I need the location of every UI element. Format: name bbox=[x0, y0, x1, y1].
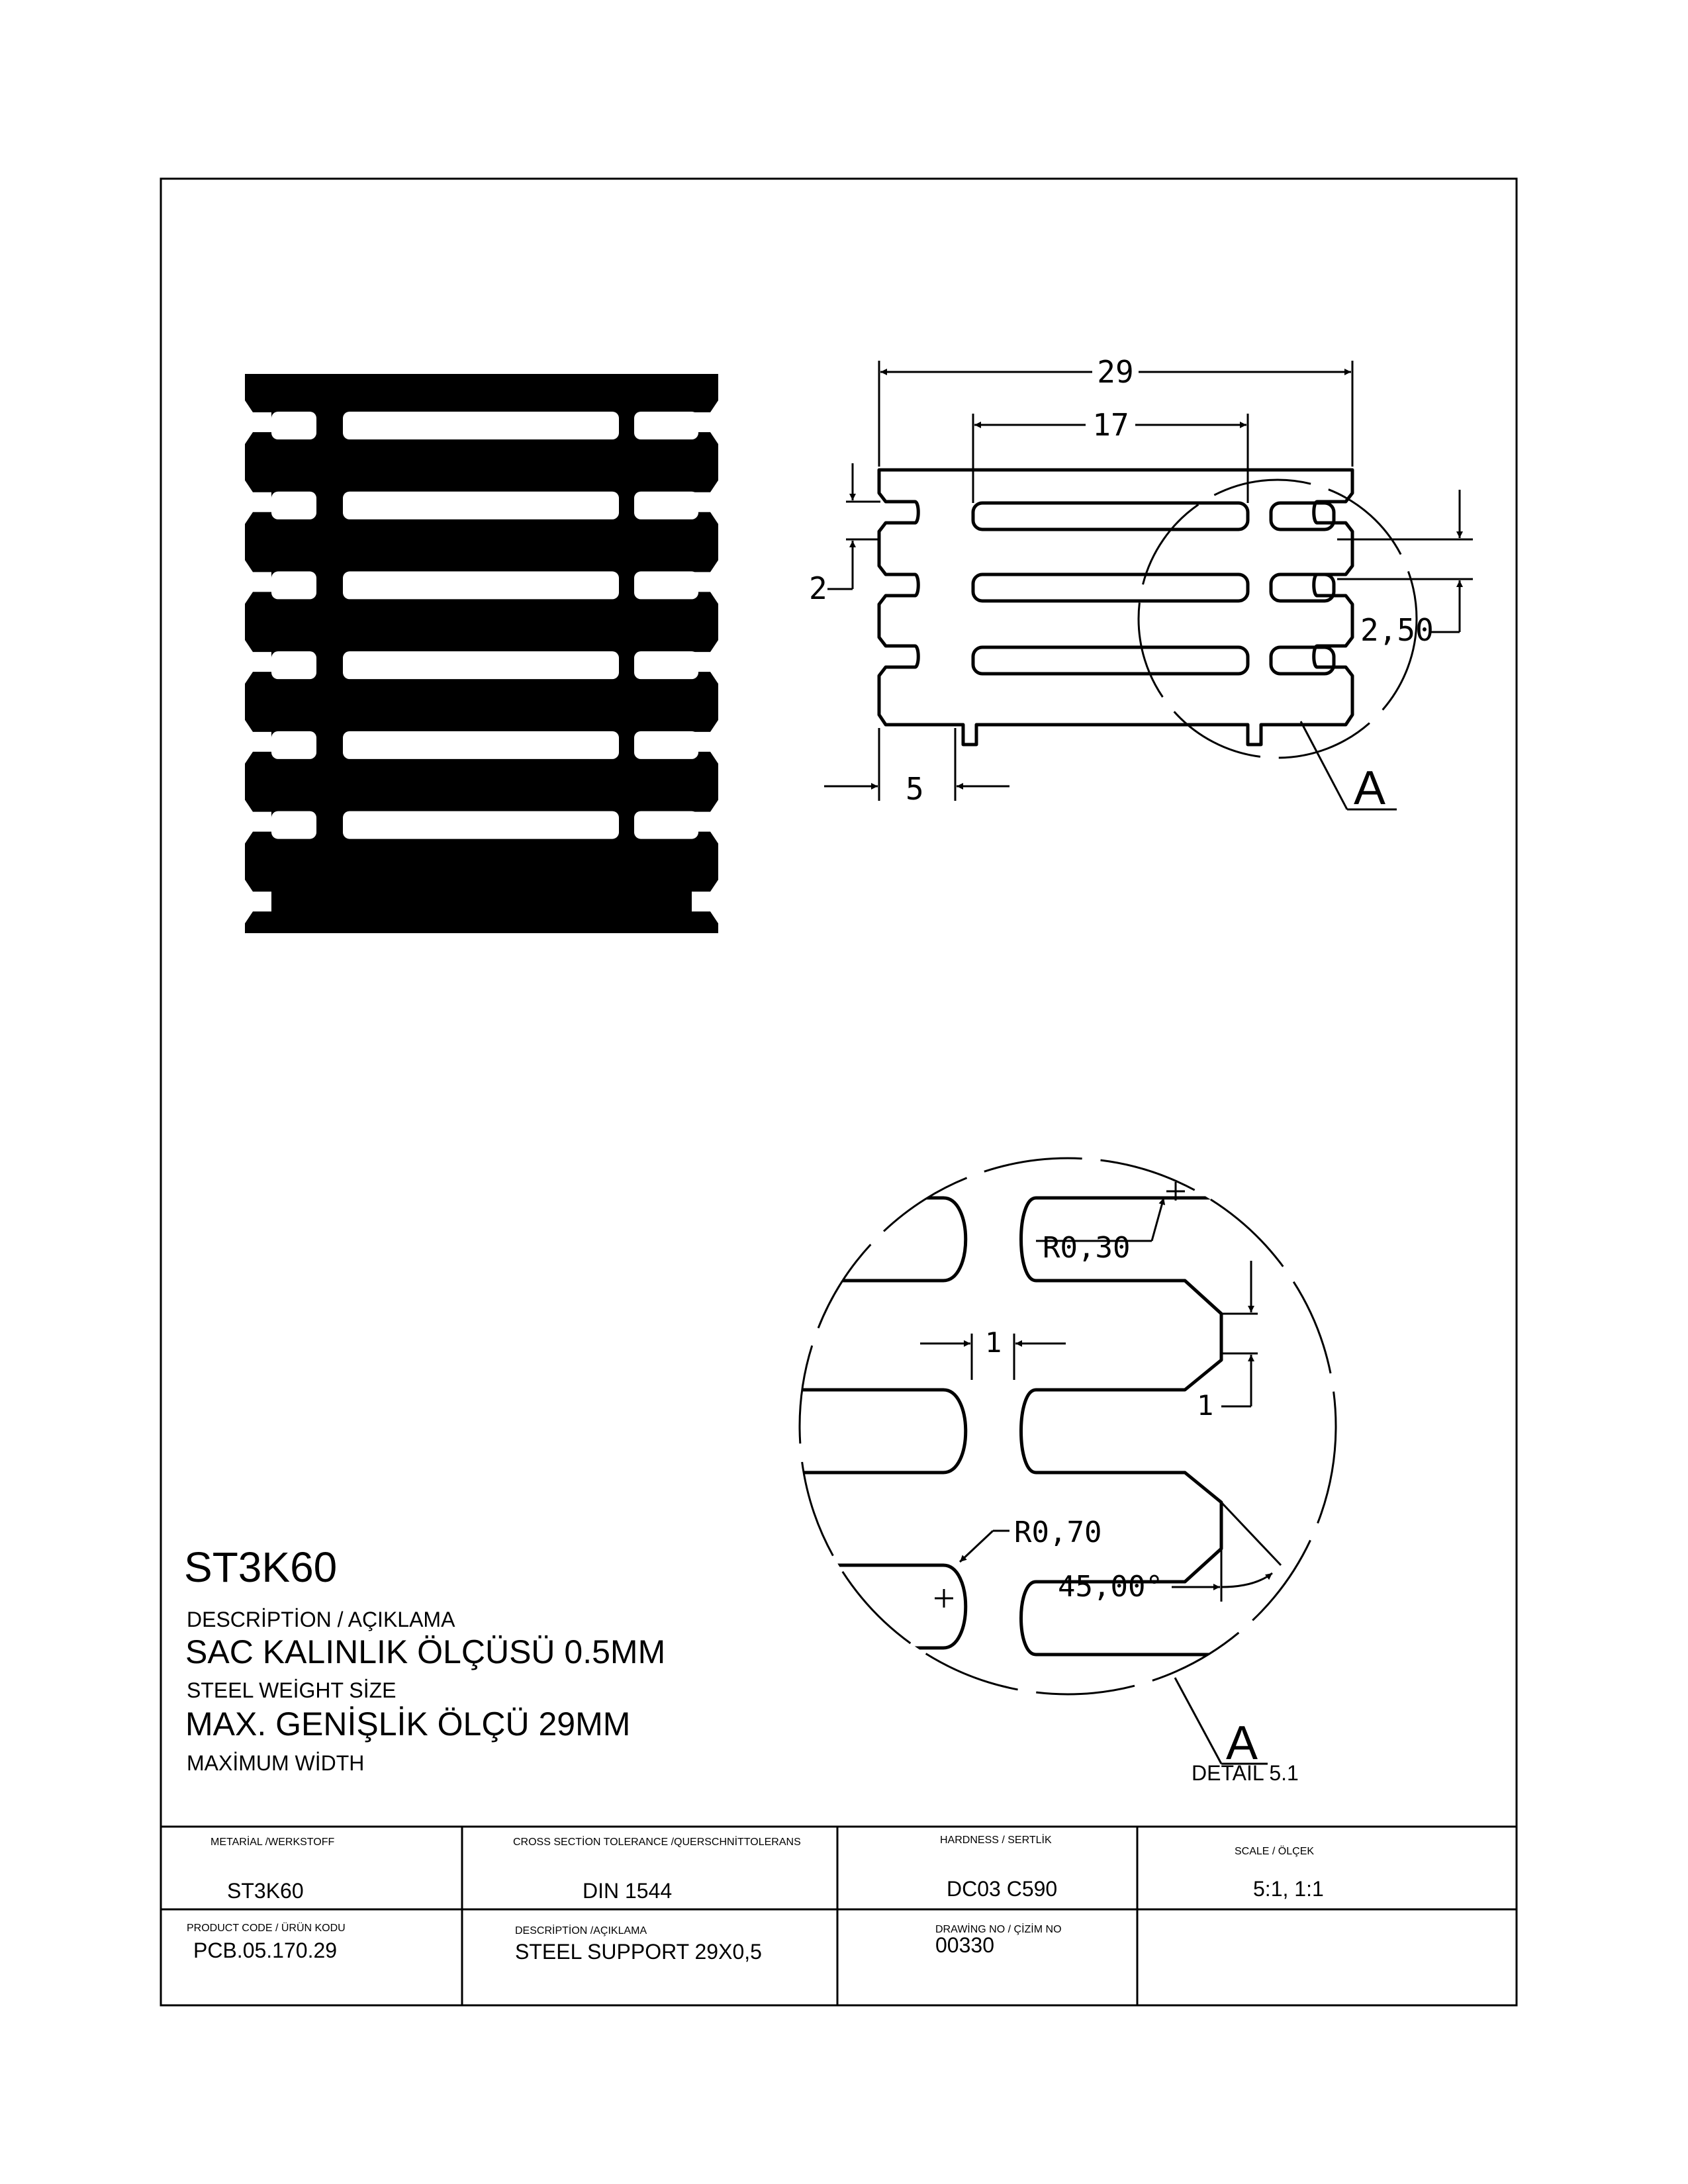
outline-slot bbox=[973, 503, 1248, 529]
solid-slot bbox=[271, 651, 316, 679]
product-code-value: PCB.05.170.29 bbox=[193, 1938, 338, 1962]
solid-slot bbox=[343, 651, 619, 679]
solid-slot bbox=[271, 492, 316, 520]
solid-slot bbox=[343, 571, 619, 599]
solid-slot bbox=[343, 412, 619, 439]
solid-slot bbox=[634, 571, 698, 599]
solid-view bbox=[245, 374, 718, 933]
dim-edge-label: 5 bbox=[906, 771, 924, 807]
solid-slot bbox=[271, 571, 316, 599]
solid-slot bbox=[634, 412, 698, 439]
drawing-no-value: 00330 bbox=[935, 1933, 994, 1957]
outline-slot bbox=[973, 647, 1248, 674]
solid-slot bbox=[634, 651, 698, 679]
solid-slot bbox=[343, 731, 619, 759]
outline-slot bbox=[1271, 647, 1334, 674]
hardness-value: DC03 C590 bbox=[947, 1877, 1058, 1901]
solid-slot bbox=[634, 731, 698, 759]
detail-callout-leader bbox=[1175, 1678, 1221, 1764]
solid-slot bbox=[634, 492, 698, 520]
dim-overall-width-label: 29 bbox=[1097, 354, 1134, 390]
detail-angle-label: 45,00° bbox=[1058, 1570, 1163, 1604]
detail-gap-label: 1 bbox=[985, 1326, 1002, 1359]
solid-slot bbox=[343, 492, 619, 520]
thickness-text: SAC KALINLIK ÖLÇÜSÜ 0.5MM bbox=[185, 1633, 666, 1670]
detail-marker-label: A bbox=[1354, 762, 1386, 815]
detail-radius-large-label: R0,70 bbox=[1014, 1516, 1102, 1549]
solid-slot bbox=[271, 811, 316, 839]
detail-view bbox=[794, 1158, 1350, 1785]
detail-slot-left bbox=[794, 1565, 966, 1648]
outline-slot bbox=[1271, 503, 1334, 529]
solid-slot bbox=[634, 811, 698, 839]
tolerance-label: CROSS SECTİON TOLERANCE /QUERSCHNİTTOLERANS bbox=[513, 1837, 801, 1848]
detail-caption: DETAIL 5.1 bbox=[1192, 1761, 1299, 1785]
dim-pitch bbox=[1337, 490, 1473, 632]
dim-tooth-label: 2 bbox=[809, 570, 827, 606]
solid-slot bbox=[271, 731, 316, 759]
detail-leader bbox=[1301, 721, 1347, 809]
scale-value: 5:1, 1:1 bbox=[1253, 1877, 1324, 1901]
solid-slot bbox=[271, 412, 316, 439]
detail-radius-small-label: R0,30 bbox=[1043, 1231, 1131, 1265]
detail-chamfer-label: 1 bbox=[1197, 1389, 1214, 1422]
part-name: ST3K60 bbox=[184, 1543, 338, 1591]
outline-slot bbox=[973, 574, 1248, 601]
hardness-label: HARDNESS / SERTLİK bbox=[940, 1835, 1052, 1846]
drawing-no-label: DRAWİNG NO / ÇİZİM NO bbox=[935, 1924, 1062, 1935]
tolerance-value: DIN 1544 bbox=[583, 1879, 673, 1903]
dim-pitch-label: 2,50 bbox=[1360, 612, 1434, 648]
dim-tooth bbox=[827, 463, 880, 589]
detail-slot-left bbox=[794, 1390, 966, 1473]
product-code-label: PRODUCT CODE / ÜRÜN KODU bbox=[187, 1923, 346, 1934]
scale-label: SCALE / ÖLÇEK bbox=[1235, 1846, 1315, 1857]
steel-weight-label: STEEL WEİGHT SİZE bbox=[187, 1678, 397, 1702]
max-width-text: MAX. GENİŞLİK ÖLÇÜ 29MM bbox=[185, 1706, 631, 1743]
description-block-label: DESCRİPTİON /AÇIKLAMA bbox=[515, 1925, 647, 1936]
description-block-value: STEEL SUPPORT 29X0,5 bbox=[515, 1940, 762, 1964]
material-label: METARİAL /WERKSTOFF bbox=[211, 1837, 335, 1848]
dim-slot-length-label: 17 bbox=[1092, 407, 1129, 443]
outline-view bbox=[879, 470, 1352, 745]
max-width-label: MAXİMUM WİDTH bbox=[187, 1751, 365, 1775]
outline-profile bbox=[879, 470, 1352, 745]
solid-slot bbox=[343, 811, 619, 839]
detail-slot-left bbox=[794, 1198, 966, 1281]
material-value: ST3K60 bbox=[227, 1879, 304, 1903]
description-label: DESCRİPTİON / AÇIKLAMA bbox=[187, 1608, 455, 1631]
detail-callout-label: A bbox=[1226, 1717, 1258, 1770]
